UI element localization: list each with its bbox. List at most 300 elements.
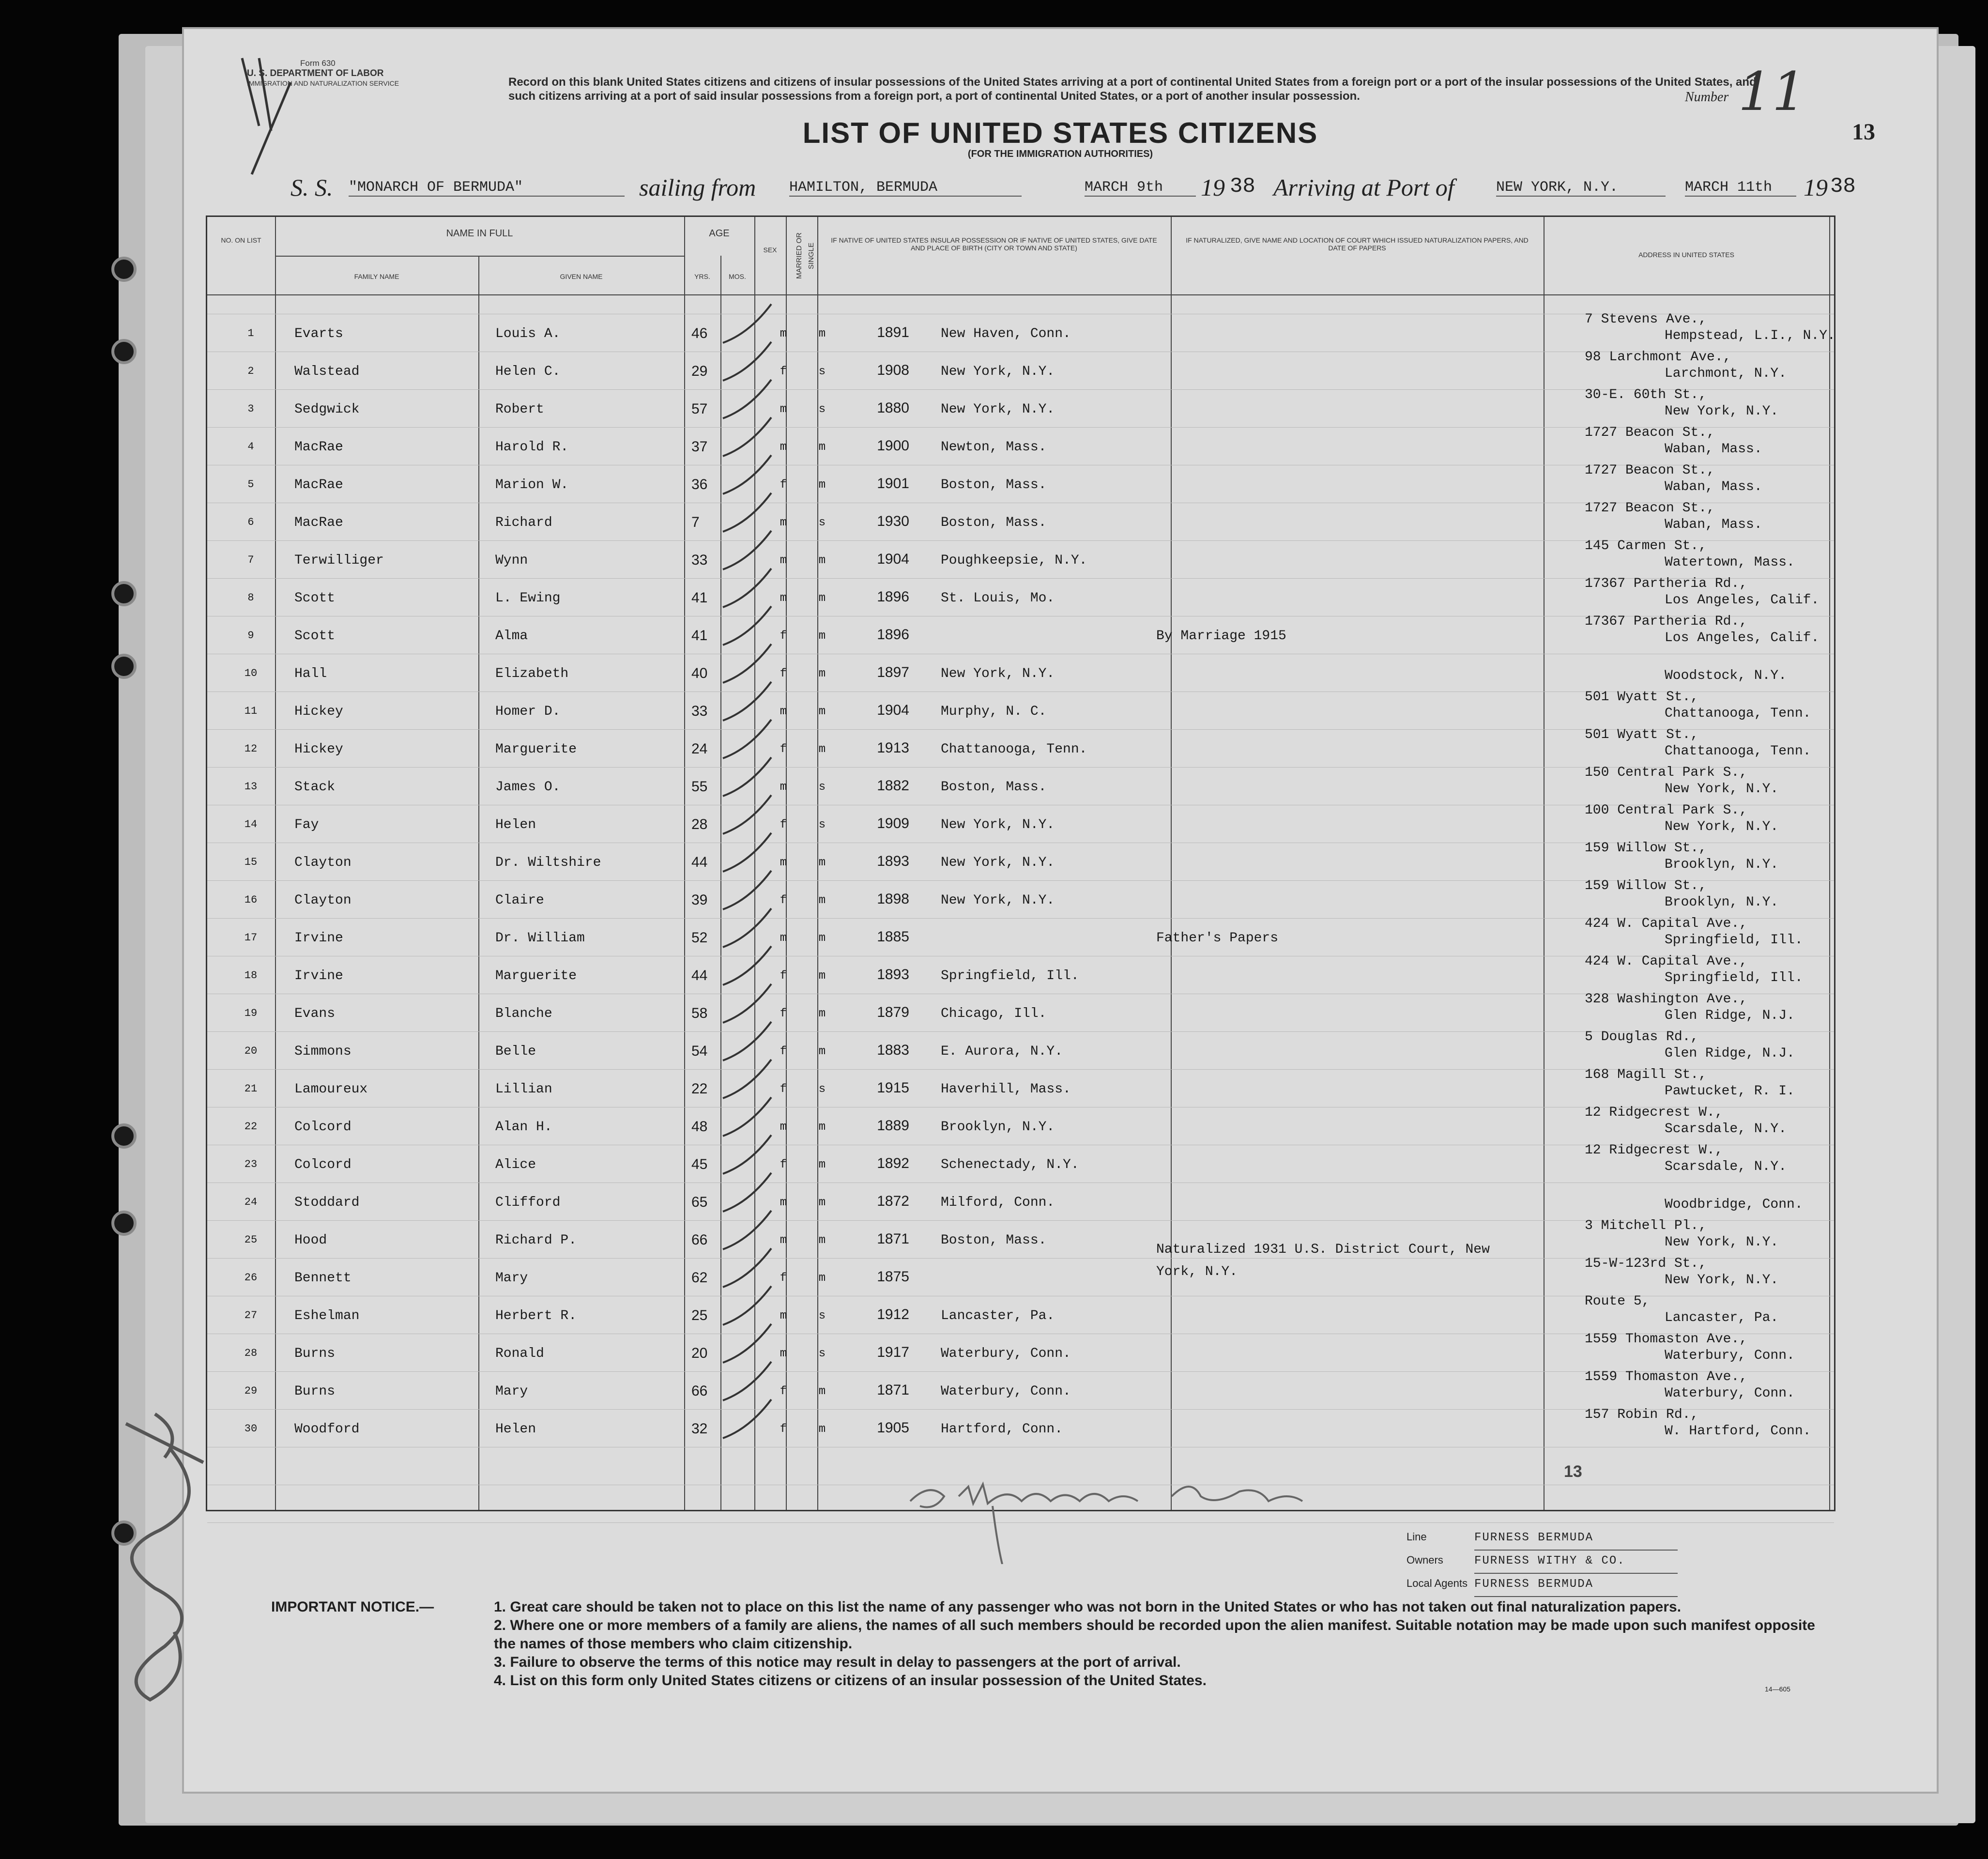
row-number: 28 (244, 1347, 258, 1359)
marital-status: m (818, 1007, 826, 1020)
table-row (207, 1027, 1834, 1064)
birth-place: Boston, Mass. (941, 477, 1047, 492)
naturalization-info: Father's Papers (1156, 931, 1279, 946)
row-number: 5 (247, 478, 254, 491)
col-header-yrs: YRS. (694, 273, 710, 280)
passenger-rows (207, 294, 1834, 1510)
sex: f (780, 667, 787, 680)
table-row (207, 762, 1834, 800)
given-name: Alma (495, 629, 528, 644)
sheet-number: 13 (1852, 119, 1875, 145)
age-years: 28 (691, 816, 708, 832)
age-years: 66 (691, 1232, 708, 1248)
table-row (207, 1404, 1834, 1442)
manifest-page (184, 29, 1937, 1792)
given-name: Louis A. (495, 326, 561, 341)
age-years: 29 (691, 363, 708, 379)
sex: f (780, 1272, 787, 1285)
row-number: 17 (244, 932, 258, 944)
given-name: Homer D. (495, 704, 561, 719)
marital-status: m (818, 932, 826, 945)
col-header-given: GIVEN NAME (560, 273, 603, 280)
table-row (207, 687, 1834, 724)
age-years: 45 (691, 1156, 708, 1172)
marital-status: m (818, 1272, 826, 1285)
birth-year: 1880 (877, 400, 909, 416)
row-number: 8 (247, 592, 254, 604)
agents-label: Local Agents (1407, 1577, 1468, 1589)
given-name: Robert (495, 402, 544, 417)
birth-year: 1875 (877, 1269, 909, 1285)
col-header-age: AGE (709, 228, 730, 239)
age-years: 33 (691, 552, 708, 568)
sex: f (780, 1385, 787, 1398)
marital-status: s (818, 365, 826, 378)
given-name: Wynn (495, 553, 528, 568)
table-row (207, 1064, 1834, 1102)
age-years: 25 (691, 1307, 708, 1323)
age-years: 32 (691, 1421, 708, 1437)
sex: f (780, 365, 787, 378)
age-years: 37 (691, 439, 708, 455)
address-street: 17367 Partheria Rd., (1585, 614, 1748, 629)
address-city: Scarsdale, N.Y. (1665, 1159, 1787, 1174)
address-city: New York, N.Y. (1665, 819, 1779, 834)
row-number: 21 (244, 1083, 258, 1095)
birth-year: 1885 (877, 929, 909, 945)
address-street: 7 Stevens Ave., (1585, 312, 1707, 327)
table-row (207, 800, 1834, 838)
sex: f (780, 630, 787, 643)
birth-year: 1908 (877, 362, 909, 378)
birth-place: Lancaster, Pa. (941, 1308, 1055, 1323)
table-row (207, 536, 1834, 573)
family-name: Hickey (294, 742, 343, 757)
row-number: 22 (244, 1121, 258, 1133)
address-street: 100 Central Park S., (1585, 803, 1748, 818)
sex: m (780, 516, 787, 529)
col-header-mos: MOS. (729, 273, 746, 280)
birth-year: 1912 (877, 1306, 909, 1322)
table-row (207, 1178, 1834, 1215)
table-row (207, 838, 1834, 876)
sex: f (780, 969, 787, 983)
sex: m (780, 705, 787, 718)
birth-place: New York, N.Y. (941, 364, 1055, 379)
address-city: Waban, Mass. (1665, 442, 1762, 457)
table-row (207, 1329, 1834, 1367)
address-city: Glen Ridge, N.J. (1665, 1046, 1795, 1061)
address-city: Springfield, Ill. (1665, 933, 1803, 948)
col-header-birth: IF NATIVE OF UNITED STATES INSULAR POSSESSION OR IF NATIVE OF UNITED STATES, GIVE DATE AND PLACE OF BIRTH (CITY OR TOWN AND STATE) (831, 236, 1157, 252)
family-name: MacRae (294, 477, 343, 492)
given-name: Richard (495, 515, 552, 530)
birth-place: New York, N.Y. (941, 893, 1055, 908)
given-name: Helen C. (495, 364, 561, 379)
marital-status: m (818, 743, 826, 756)
given-name: Richard P. (495, 1233, 577, 1248)
address-city: Lancaster, Pa. (1665, 1310, 1779, 1325)
address-city: Los Angeles, Calif. (1665, 630, 1820, 645)
address-city: W. Hartford, Conn. (1665, 1424, 1811, 1439)
birth-year: 1913 (877, 740, 909, 756)
row-number: 29 (244, 1385, 258, 1397)
birth-place: Boston, Mass. (941, 780, 1047, 795)
form-footer (184, 1462, 1937, 1787)
arrival-date: MARCH 11th (1685, 179, 1796, 197)
col-header-family: FAMILY NAME (354, 273, 399, 280)
row-number: 12 (244, 743, 258, 755)
row-number: 24 (244, 1196, 258, 1208)
address-street: 17367 Partheria Rd., (1585, 576, 1748, 591)
birth-place: Milford, Conn. (941, 1195, 1055, 1210)
given-name: Clifford (495, 1195, 561, 1210)
birth-place: Poughkeepsie, N.Y. (941, 553, 1087, 568)
birth-year: 1883 (877, 1042, 909, 1058)
family-name: Eshelman (294, 1308, 360, 1323)
voyage-line (291, 173, 1856, 207)
table-row (207, 384, 1834, 422)
table-row (207, 1102, 1834, 1140)
age-years: 48 (691, 1119, 708, 1135)
family-name: Stoddard (294, 1195, 360, 1210)
punch-hole (111, 654, 137, 679)
list-number: 11 (1738, 61, 1806, 123)
address-city: Scarsdale, N.Y. (1665, 1122, 1787, 1137)
given-name: Helen (495, 1422, 536, 1437)
table-row (207, 611, 1834, 649)
family-name: Simmons (294, 1044, 352, 1059)
birth-place: Schenectady, N.Y. (941, 1157, 1079, 1172)
sex: f (780, 1158, 787, 1171)
address-street: 3 Mitchell Pl., (1585, 1218, 1707, 1233)
sex: m (780, 554, 787, 567)
row-number: 18 (244, 969, 258, 982)
address-city: Glen Ridge, N.J. (1665, 1008, 1795, 1023)
marital-status: m (818, 667, 826, 680)
sex: m (780, 592, 787, 605)
row-number: 19 (244, 1007, 258, 1019)
family-name: Colcord (294, 1157, 352, 1172)
birth-year: 1897 (877, 664, 909, 680)
address-street: 159 Willow St., (1585, 841, 1707, 856)
marital-status: m (818, 1196, 826, 1209)
sex: m (780, 327, 787, 340)
age-years: 46 (691, 325, 708, 341)
age-years: 33 (691, 703, 708, 719)
marital-status: s (818, 1347, 826, 1360)
age-years: 41 (691, 628, 708, 644)
age-years: 36 (691, 476, 708, 492)
address-street: 12 Ridgecrest W., (1585, 1105, 1723, 1120)
address-street: 30-E. 60th St., (1585, 387, 1707, 402)
age-years: 41 (691, 590, 708, 606)
row-number: 30 (244, 1423, 258, 1435)
marital-status: m (818, 856, 826, 869)
address-street: 424 W. Capital Ave., (1585, 916, 1748, 931)
handwritten-signature (901, 1467, 1385, 1564)
family-name: Colcord (294, 1120, 352, 1135)
address-street: 15-W-123rd St., (1585, 1256, 1707, 1271)
address-city: Woodstock, N.Y. (1665, 668, 1787, 683)
marital-status: s (818, 403, 826, 416)
department-name: U. S. DEPARTMENT OF LABOR (247, 68, 384, 78)
punch-hole (111, 1123, 137, 1149)
birth-year: 1872 (877, 1193, 909, 1209)
address-city: Waban, Mass. (1665, 479, 1762, 494)
birth-year: 1900 (877, 438, 909, 454)
table-row (207, 649, 1834, 687)
given-name: Marguerite (495, 742, 577, 757)
family-name: Scott (294, 591, 336, 606)
marital-status: m (818, 1158, 826, 1171)
family-name: Sedgwick (294, 402, 360, 417)
marital-status: m (818, 1121, 826, 1134)
address-street: 1727 Beacon St., (1585, 501, 1715, 516)
sex: f (780, 1423, 787, 1436)
departure-year: 38 (1230, 174, 1255, 199)
given-name: Alice (495, 1157, 536, 1172)
family-name: Evarts (294, 326, 343, 341)
age-years: 52 (691, 930, 708, 946)
notice-item: 2. Where one or more members of a family are aliens, the names of all such members should be recorded upon the alien manifest. Suitable notation may be made upon such manifest opposite the names of those members who claim citizenship. (494, 1617, 1815, 1652)
address-street: 168 Magill St., (1585, 1067, 1707, 1082)
table-row (207, 498, 1834, 536)
naturalization-info: By Marriage 1915 (1156, 629, 1286, 644)
birth-place: Chattanooga, Tenn. (941, 742, 1087, 757)
notice-heading: IMPORTANT NOTICE.— (271, 1599, 434, 1615)
table-row (207, 1215, 1834, 1253)
family-name: Stack (294, 780, 336, 795)
family-name: Clayton (294, 855, 352, 870)
year-prefix: 19 (1804, 174, 1828, 201)
given-name: Mary (495, 1384, 528, 1399)
family-name: Fay (294, 817, 319, 832)
table-row (207, 347, 1834, 384)
birth-year: 1889 (877, 1118, 909, 1134)
marital-status: s (818, 1309, 826, 1322)
col-header-no: NO. ON LIST (221, 236, 261, 244)
sex: f (780, 1083, 787, 1096)
row-number: 10 (244, 667, 258, 679)
row-number: 20 (244, 1045, 258, 1057)
col-header-marital: MARRIED OR SINGLE (795, 232, 815, 279)
address-city: Pawtucket, R. I. (1665, 1084, 1795, 1099)
given-name: Alan H. (495, 1120, 552, 1135)
sex: f (780, 818, 787, 831)
address-city: Brooklyn, N.Y. (1665, 857, 1779, 872)
arrival-port: NEW YORK, N.Y. (1496, 179, 1666, 197)
address-city: Waterbury, Conn. (1665, 1348, 1795, 1363)
table-row (207, 309, 1834, 347)
table-row (207, 951, 1834, 989)
departure-date: MARCH 9th (1085, 179, 1196, 197)
shipping-agents (1407, 1525, 1678, 1595)
family-name: Scott (294, 629, 336, 644)
family-name: Woodford (294, 1422, 360, 1437)
row-number: 6 (247, 516, 254, 528)
address-street: 159 Willow St., (1585, 878, 1707, 893)
address-street: 501 Wyatt St., (1585, 690, 1699, 705)
birth-year: 1896 (877, 589, 909, 605)
birth-year: 1901 (877, 476, 909, 492)
age-years: 44 (691, 968, 708, 983)
birth-year: 1909 (877, 815, 909, 831)
page-stamp: 13 (1564, 1462, 1582, 1481)
family-name: Irvine (294, 968, 343, 983)
marital-status: m (818, 1045, 826, 1058)
table-row (207, 876, 1834, 913)
given-name: Harold R. (495, 440, 569, 455)
family-name: Burns (294, 1384, 336, 1399)
punch-hole (111, 581, 137, 606)
address-street: Route 5, (1585, 1294, 1650, 1309)
row-number: 27 (244, 1309, 258, 1321)
family-name: MacRae (294, 440, 343, 455)
birth-year: 1904 (877, 551, 909, 567)
birth-year: 1896 (877, 627, 909, 643)
given-name: Blanche (495, 1006, 552, 1021)
marital-status: m (818, 705, 826, 718)
row-number: 26 (244, 1272, 258, 1284)
birth-place: New York, N.Y. (941, 402, 1055, 417)
given-name: Belle (495, 1044, 536, 1059)
sex: f (780, 743, 787, 756)
sex: m (780, 856, 787, 869)
punch-hole (111, 339, 137, 364)
row-number: 1 (247, 327, 254, 339)
row-number: 14 (244, 818, 258, 830)
marital-status: s (818, 818, 826, 831)
notice-item: 4. List on this form only United States citizens or citizens of an insular possession of the United States. (494, 1673, 1207, 1689)
age-years: 54 (691, 1043, 708, 1059)
birth-year: 1905 (877, 1420, 909, 1436)
birth-place: Boston, Mass. (941, 515, 1047, 530)
marital-status: m (818, 441, 826, 454)
age-years: 55 (691, 779, 708, 795)
sex: m (780, 932, 787, 945)
birth-year: 1898 (877, 891, 909, 907)
marital-status: s (818, 1083, 826, 1096)
given-name: Herbert R. (495, 1308, 577, 1323)
row-number: 13 (244, 781, 258, 793)
family-name: Hood (294, 1233, 327, 1248)
birth-place: Waterbury, Conn. (941, 1384, 1071, 1399)
age-years: 7 (691, 514, 700, 530)
address-street: 145 Carmen St., (1585, 538, 1707, 553)
row-number: 4 (247, 441, 254, 453)
marital-status: m (818, 1385, 826, 1398)
row-number: 9 (247, 630, 254, 642)
table-row (207, 573, 1834, 611)
address-city: New York, N.Y. (1665, 1273, 1779, 1288)
family-name: Irvine (294, 931, 343, 946)
row-number: 15 (244, 856, 258, 868)
birth-place: New York, N.Y. (941, 817, 1055, 832)
address-street: 98 Larchmont Ave., (1585, 350, 1731, 365)
marital-status: s (818, 781, 826, 794)
col-header-name: NAME IN FULL (446, 228, 513, 239)
address-city: New York, N.Y. (1665, 782, 1779, 797)
address-city: Brooklyn, N.Y. (1665, 895, 1779, 910)
age-years: 57 (691, 401, 708, 417)
table-row (207, 1140, 1834, 1178)
col-header-naturalized: IF NATURALIZED, GIVE NAME AND LOCATION OF COURT WHICH ISSUED NATURALIZATION PAPERS, AND DATE OF PAPERS (1186, 236, 1529, 252)
family-name: MacRae (294, 515, 343, 530)
arrival-year: 38 (1830, 174, 1856, 199)
table-row (207, 460, 1834, 498)
col-header-sex: SEX (763, 246, 777, 254)
birth-place: Waterbury, Conn. (941, 1346, 1071, 1361)
birth-place: Hartford, Conn. (941, 1422, 1063, 1437)
agents-value: FURNESS BERMUDA (1474, 1573, 1678, 1597)
age-years: 62 (691, 1270, 708, 1286)
sex: m (780, 1234, 787, 1247)
marital-status: m (818, 592, 826, 605)
marital-status: m (818, 554, 826, 567)
age-years: 40 (691, 665, 708, 681)
birth-place: Murphy, N. C. (941, 704, 1047, 719)
marital-status: m (818, 478, 826, 492)
birth-place: New Haven, Conn. (941, 326, 1071, 341)
address-street: 12 Ridgecrest W., (1585, 1143, 1723, 1158)
family-name: Evans (294, 1006, 336, 1021)
family-name: Burns (294, 1346, 336, 1361)
family-name: Hall (294, 666, 327, 681)
birth-year: 1891 (877, 324, 909, 340)
birth-place: E. Aurora, N.Y. (941, 1044, 1063, 1059)
birth-place: Haverhill, Mass. (941, 1082, 1071, 1097)
notice-item: 1. Great care should be taken not to place on this list the name of any passenger who was not born in the United States or who has not taken out final naturalization papers. (494, 1599, 1682, 1615)
table-row (207, 989, 1834, 1027)
birth-year: 1879 (877, 1004, 909, 1020)
form-header (184, 29, 1937, 218)
sex: m (780, 1196, 787, 1209)
sailing-from: HAMILTON, BERMUDA (789, 179, 1022, 197)
birth-year: 1904 (877, 702, 909, 718)
given-name: Elizabeth (495, 666, 569, 681)
sex: f (780, 894, 787, 907)
row-number: 11 (244, 705, 258, 717)
address-city: Larchmont, N.Y. (1665, 366, 1787, 381)
service-name: IMMIGRATION AND NATURALIZATION SERVICE (247, 79, 399, 87)
marital-status: s (818, 516, 826, 529)
family-name: Lamoureux (294, 1082, 368, 1097)
table-row (207, 1291, 1834, 1329)
sex: f (780, 1007, 787, 1020)
table-row (207, 422, 1834, 460)
birth-place: St. Louis, Mo. (941, 591, 1055, 606)
year-prefix: 19 (1201, 174, 1225, 201)
given-name: L. Ewing (495, 591, 561, 606)
owners-label: Owners (1407, 1554, 1443, 1566)
passenger-table (206, 215, 1835, 1511)
marital-status: m (818, 894, 826, 907)
sex: m (780, 1347, 787, 1360)
birth-year: 1930 (877, 513, 909, 529)
marital-status: m (818, 969, 826, 983)
sex: m (780, 403, 787, 416)
birth-place: Boston, Mass. (941, 1233, 1047, 1248)
row-number: 23 (244, 1158, 258, 1170)
address-street: 424 W. Capital Ave., (1585, 954, 1748, 969)
given-name: James O. (495, 780, 561, 795)
age-years: 58 (691, 1005, 708, 1021)
owners-value: FURNESS WITHY & CO. (1474, 1550, 1678, 1574)
address-street: 1559 Thomaston Ave., (1585, 1332, 1748, 1347)
address-city: Los Angeles, Calif. (1665, 593, 1820, 608)
age-years: 39 (691, 892, 708, 908)
